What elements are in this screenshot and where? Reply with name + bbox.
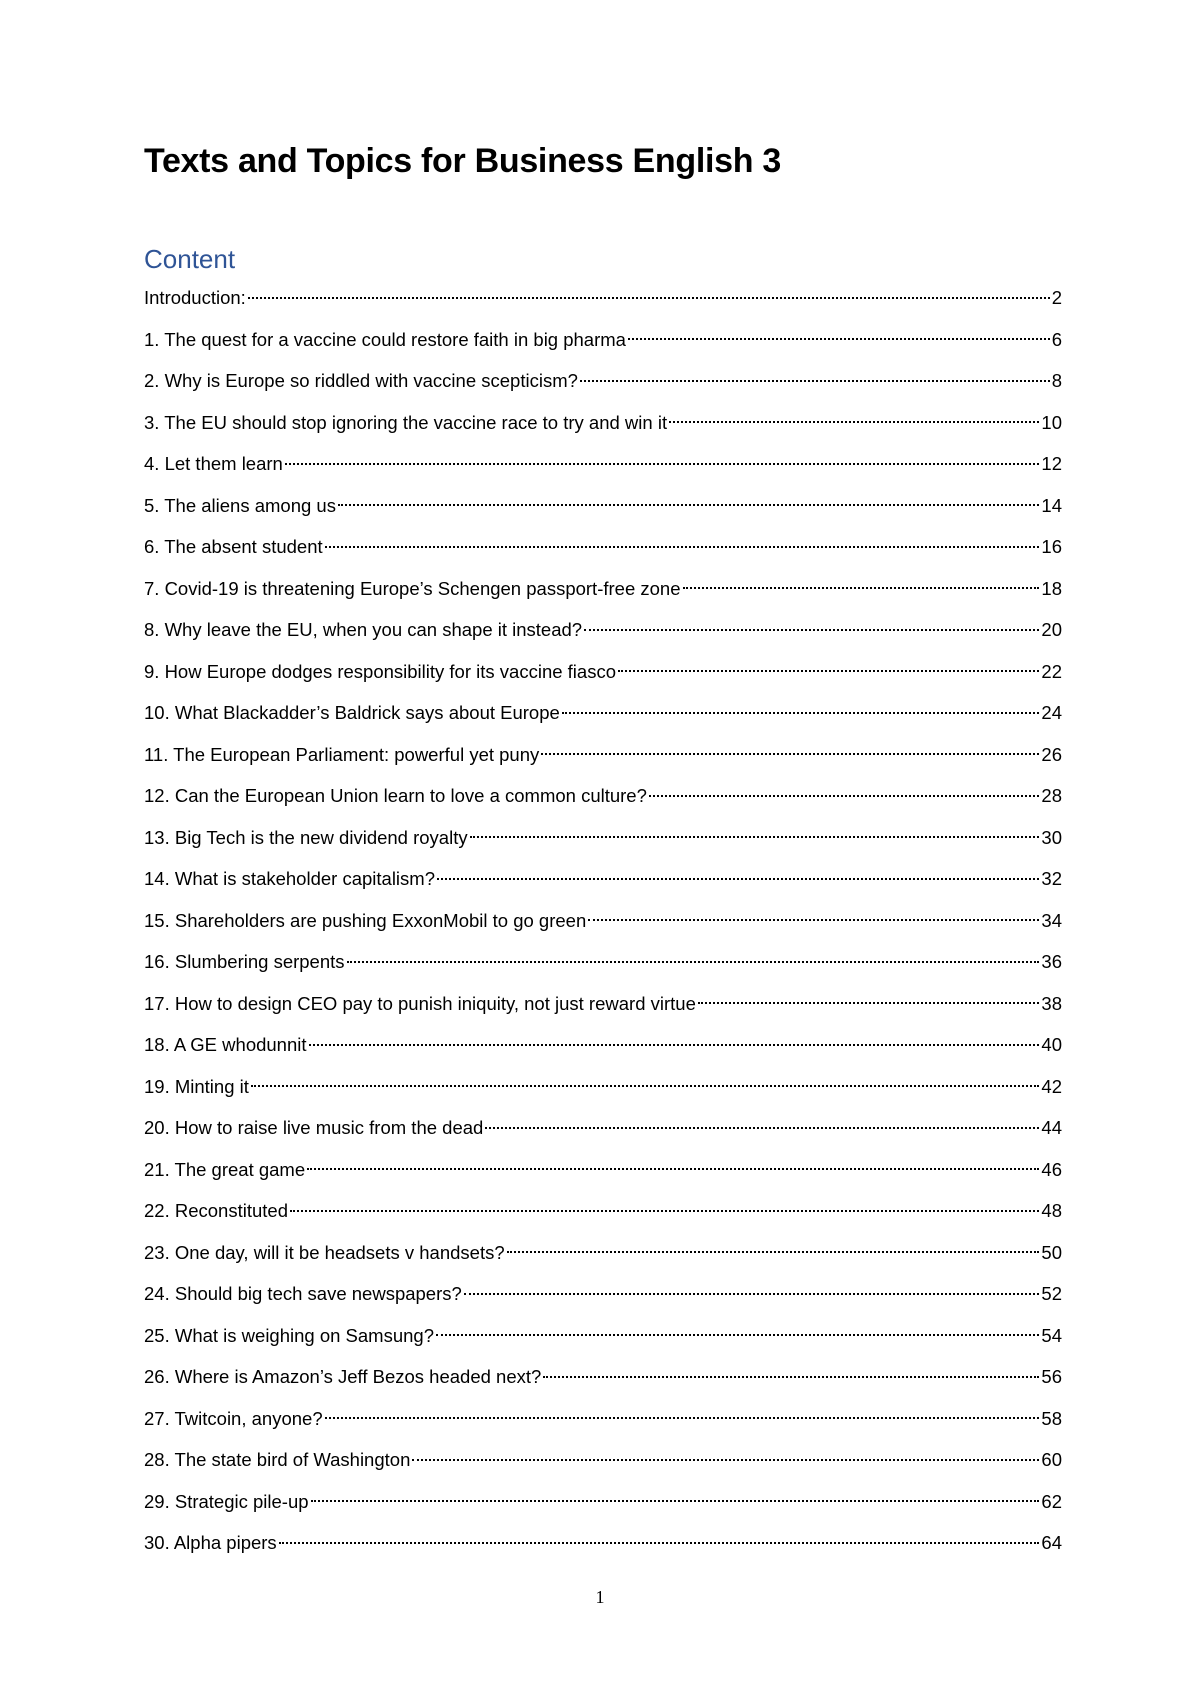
document-title: Texts and Topics for Business English 3 (144, 142, 781, 180)
toc-entry[interactable] (144, 407, 1062, 449)
toc-entry-title: 26. Where is Amazon’s Jeff Bezos headed next? (144, 1366, 542, 1387)
toc-entry[interactable] (144, 739, 1062, 781)
toc-entry-page: 44 (1041, 1117, 1062, 1138)
toc-dot-leader (485, 1127, 1039, 1129)
toc-entry[interactable] (144, 282, 1062, 324)
toc-entry[interactable] (144, 1444, 1062, 1486)
toc-entry[interactable] (144, 1486, 1062, 1528)
toc-entry-title: 6. The absent student (144, 536, 323, 557)
toc-dot-leader (470, 836, 1040, 838)
toc-dot-leader (436, 1334, 1039, 1336)
toc-entry[interactable] (144, 1029, 1062, 1071)
toc-entry[interactable] (144, 822, 1062, 864)
toc-entry-title: 16. Slumbering serpents (144, 951, 345, 972)
toc-entry-page: 32 (1041, 868, 1062, 889)
toc-dot-leader (307, 1168, 1039, 1170)
toc-entry-title: 1. The quest for a vaccine could restore faith in big pharma (144, 328, 626, 350)
toc-entry[interactable] (144, 448, 1062, 490)
toc-entry-page: 60 (1041, 1449, 1062, 1470)
toc-entry[interactable] (144, 1278, 1062, 1320)
toc-dot-leader (290, 1210, 1039, 1212)
toc-dot-leader (669, 421, 1039, 423)
toc-dot-leader (311, 1500, 1040, 1502)
toc-dot-leader (412, 1459, 1039, 1461)
toc-entry-page: 10 (1041, 411, 1062, 433)
toc-entry-title: 8. Why leave the EU, when you can shape it instead? (144, 619, 583, 640)
toc-entry-page: 62 (1041, 1490, 1062, 1512)
toc-entry[interactable] (144, 697, 1062, 739)
toc-dot-leader (618, 670, 1039, 672)
toc-entry-page: 38 (1041, 992, 1062, 1014)
toc-entry-page: 20 (1041, 619, 1062, 640)
toc-entry-title: 23. One day, will it be headsets v handsets? (144, 1241, 505, 1263)
toc-entry[interactable] (144, 656, 1062, 698)
toc-dot-leader (325, 546, 1040, 548)
toc-dot-leader (251, 1085, 1040, 1087)
toc-entry[interactable] (144, 1361, 1062, 1403)
toc-dot-leader (588, 919, 1039, 921)
toc-entry-page: 46 (1041, 1158, 1062, 1180)
toc-entry-title: 10. What Blackadder’s Baldrick says about Europe (144, 702, 560, 723)
toc-entry-title: 25. What is weighing on Samsung? (144, 1324, 435, 1346)
toc-entry-title: 29. Strategic pile-up (144, 1490, 309, 1512)
toc-dot-leader (698, 1002, 1040, 1004)
toc-entry[interactable] (144, 1237, 1062, 1279)
toc-heading: Content (144, 244, 236, 274)
toc-entry-page: 2 (1051, 287, 1062, 308)
toc-entry-page: 52 (1041, 1283, 1062, 1304)
toc-entry-title: 14. What is stakeholder capitalism? (144, 868, 435, 889)
table-of-contents (144, 282, 1062, 1569)
toc-entry-page: 48 (1041, 1200, 1062, 1221)
toc-entry-title: 4. Let them learn (144, 453, 283, 474)
toc-entry[interactable] (144, 324, 1062, 366)
toc-entry[interactable] (144, 1320, 1062, 1362)
toc-entry-title: 11. The European Parliament: powerful yet puny (144, 743, 540, 765)
toc-dot-leader (649, 795, 1040, 797)
toc-dot-leader (507, 1251, 1040, 1253)
toc-dot-leader (541, 753, 1039, 755)
toc-entry-title: 12. Can the European Union learn to love a common culture? (144, 785, 647, 806)
toc-entry-title: 30. Alpha pipers (144, 1532, 277, 1553)
toc-entry-page: 16 (1041, 536, 1062, 557)
toc-dot-leader (584, 629, 1039, 631)
toc-entry-page: 34 (1041, 909, 1062, 931)
toc-entry-page: 14 (1041, 494, 1062, 516)
toc-entry-title: 22. Reconstituted (144, 1200, 288, 1221)
toc-dot-leader (285, 463, 1040, 465)
page-number: 1 (595, 1587, 605, 1607)
toc-entry-page: 64 (1041, 1532, 1062, 1553)
toc-entry-page: 28 (1041, 785, 1062, 806)
toc-entry-page: 24 (1041, 702, 1062, 723)
toc-entry-page: 8 (1051, 370, 1062, 391)
toc-entry-title: 15. Shareholders are pushing ExxonMobil to go green (144, 909, 587, 931)
toc-entry[interactable] (144, 365, 1062, 407)
toc-entry[interactable] (144, 863, 1062, 905)
toc-dot-leader (562, 712, 1040, 714)
toc-dot-leader (338, 504, 1039, 506)
toc-dot-leader (683, 587, 1040, 589)
toc-entry-title: 13. Big Tech is the new dividend royalty (144, 826, 468, 848)
toc-entry-page: 6 (1051, 328, 1062, 350)
toc-entry-page: 40 (1041, 1034, 1062, 1055)
toc-entry[interactable] (144, 1195, 1062, 1237)
toc-entry-title: 28. The state bird of Washington (144, 1449, 411, 1470)
toc-dot-leader (464, 1293, 1040, 1295)
toc-entry-page: 26 (1041, 743, 1062, 765)
toc-entry[interactable] (144, 780, 1062, 822)
toc-entry-page: 42 (1041, 1075, 1062, 1097)
toc-dot-leader (437, 878, 1039, 880)
toc-entry[interactable] (144, 490, 1062, 532)
toc-entry[interactable] (144, 614, 1062, 656)
toc-entry-page: 12 (1041, 453, 1062, 474)
toc-entry-title: 7. Covid-19 is threatening Europe’s Schengen passport-free zone (144, 577, 681, 599)
toc-dot-leader (279, 1542, 1040, 1544)
toc-entry-title: 9. How Europe dodges responsibility for its vaccine fiasco (144, 660, 616, 682)
toc-entry-title: 5. The aliens among us (144, 494, 336, 516)
toc-entry-title: 17. How to design CEO pay to punish iniquity, not just reward virtue (144, 992, 696, 1014)
toc-entry[interactable] (144, 946, 1062, 988)
toc-entry-page: 36 (1041, 951, 1062, 972)
toc-entry[interactable] (144, 1071, 1062, 1113)
toc-dot-leader (248, 297, 1050, 299)
toc-entry-title: 18. A GE whodunnit (144, 1034, 307, 1055)
toc-entry[interactable] (144, 1527, 1062, 1569)
toc-entry-title: 3. The EU should stop ignoring the vaccine race to try and win it (144, 411, 668, 433)
toc-entry-title: 20. How to raise live music from the dead (144, 1117, 484, 1138)
toc-entry-page: 18 (1041, 577, 1062, 599)
toc-entry-title: 24. Should big tech save newspapers? (144, 1283, 462, 1304)
toc-entry[interactable] (144, 573, 1062, 615)
toc-entry-page: 58 (1041, 1407, 1062, 1429)
toc-dot-leader (543, 1376, 1039, 1378)
toc-entry[interactable] (144, 1403, 1062, 1445)
toc-entry-title: 2. Why is Europe so riddled with vaccine scepticism? (144, 370, 578, 391)
toc-dot-leader (580, 380, 1050, 382)
toc-entry-page: 22 (1041, 660, 1062, 682)
toc-dot-leader (325, 1417, 1040, 1419)
toc-entry-title: 21. The great game (144, 1158, 306, 1180)
toc-dot-leader (628, 338, 1050, 340)
toc-entry-page: 50 (1041, 1241, 1062, 1263)
toc-entry[interactable] (144, 1112, 1062, 1154)
toc-entry[interactable] (144, 988, 1062, 1030)
toc-entry-title: Introduction: (144, 287, 246, 308)
toc-entry[interactable] (144, 1154, 1062, 1196)
toc-dot-leader (309, 1044, 1040, 1046)
toc-entry-title: 19. Minting it (144, 1075, 249, 1097)
toc-entry-title: 27. Twitcoin, anyone? (144, 1407, 323, 1429)
toc-entry-page: 54 (1041, 1324, 1062, 1346)
toc-entry-page: 56 (1041, 1366, 1062, 1387)
toc-entry-page: 30 (1041, 826, 1062, 848)
toc-dot-leader (347, 961, 1040, 963)
toc-entry[interactable] (144, 531, 1062, 573)
toc-entry[interactable] (144, 905, 1062, 947)
